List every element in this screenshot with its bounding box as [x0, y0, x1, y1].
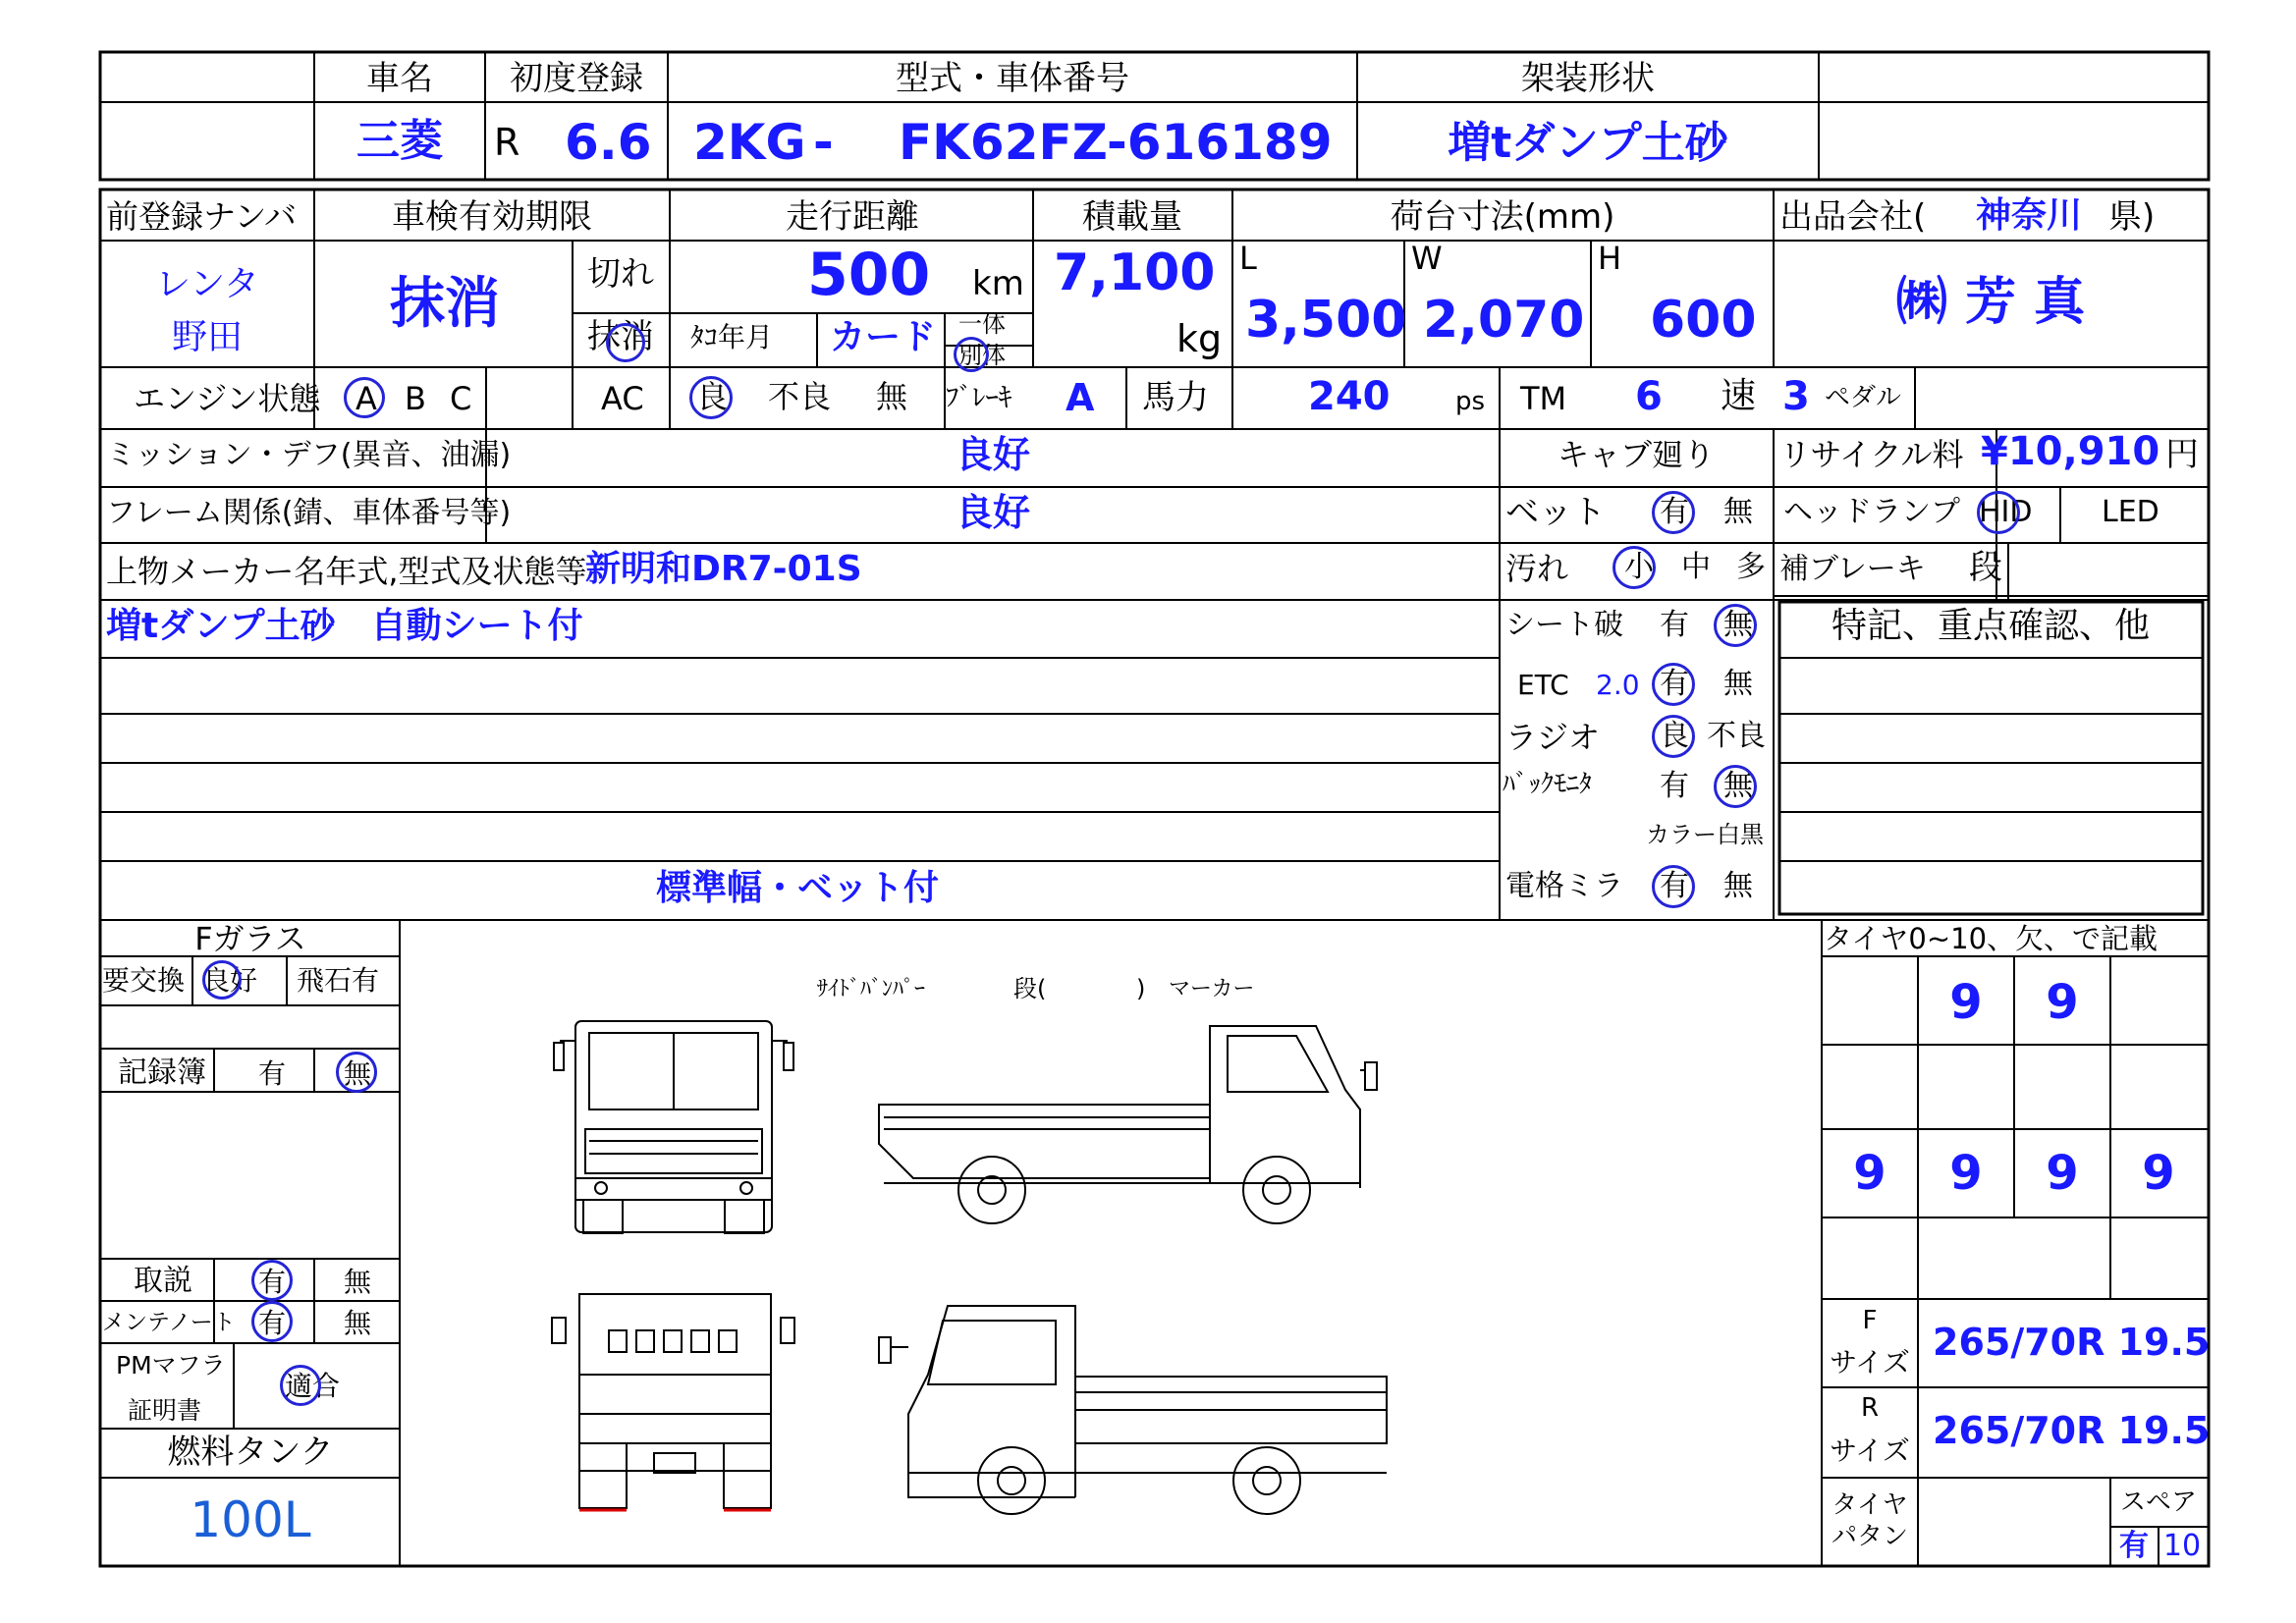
seat-yes: 有 — [1660, 608, 1689, 642]
tire-r-size-label: サイズ — [1830, 1434, 1910, 1467]
mirror-no: 無 — [1723, 869, 1753, 903]
fglass-title: Fガラス — [194, 920, 306, 957]
recycle-label: リサイクル料 — [1779, 436, 1964, 473]
etc-no: 無 — [1723, 667, 1753, 701]
bed-length-value: 3,500 — [1245, 291, 1407, 350]
expired-option: 切れ — [587, 254, 654, 294]
radio-bad: 不良 — [1707, 719, 1766, 753]
load-value: 7,100 — [1054, 243, 1216, 302]
seat-label: シート破 — [1505, 608, 1623, 642]
tacho-label: ﾀｺ年月 — [690, 321, 774, 353]
mileage-value: 500 — [807, 241, 931, 309]
mirror-yes: 有 — [1660, 869, 1689, 903]
tire-front-right: 9 — [2046, 975, 2079, 1030]
inspection-label: 車検有効期限 — [392, 197, 592, 237]
headlamp-hid: HID — [1979, 495, 2033, 529]
ac-none: 無 — [876, 378, 908, 415]
truck-side-view-left — [879, 1306, 1387, 1514]
header-model-chassis-label: 型式・車体番号 — [896, 59, 1129, 98]
mirror-yes-circle-mark — [1652, 865, 1695, 908]
car-name-value: 三菱 — [356, 116, 443, 166]
seat-no: 無 — [1723, 608, 1753, 642]
tire-rear-1: 9 — [1853, 1146, 1886, 1201]
fglass-good-circle-mark — [202, 960, 242, 1000]
headlamp-hid-circle-mark — [1977, 491, 2020, 534]
manual-yes: 有 — [258, 1266, 287, 1298]
note-line-1: 増tダンプ土砂 自動シート付 — [106, 606, 583, 646]
radio-label: ラジオ — [1505, 719, 1601, 756]
mission-label: ミッション・デフ(異音、油漏) — [106, 438, 512, 472]
tire-r-size: 265/70R 19.5 — [1933, 1409, 2211, 1452]
radio-good: 良 — [1660, 719, 1689, 753]
tire-f-label: F — [1862, 1306, 1878, 1335]
maint-yes: 有 — [258, 1307, 287, 1339]
aux-brake-label: 補ブレーキ — [1779, 552, 1926, 586]
bed-length-label: L — [1239, 240, 1257, 277]
tire-f-size-label: サイズ — [1830, 1346, 1910, 1379]
tire-rear-2: 9 — [1949, 1146, 1983, 1201]
maint-yes-circle-mark — [251, 1301, 293, 1342]
radio-good-circle-mark — [1652, 715, 1695, 758]
mileage-label: 走行距離 — [786, 197, 919, 237]
engine-grade-c: C — [450, 380, 472, 417]
record-no-circle-mark — [336, 1052, 377, 1093]
fglass-chip: 飛石有 — [297, 964, 380, 997]
back-monitor-no: 無 — [1723, 769, 1753, 803]
fuel-label: 燃料タンク — [167, 1433, 334, 1472]
dirt-small-circle-mark — [1613, 546, 1656, 589]
bed-dims-label: 荷台寸法(mm) — [1390, 197, 1615, 237]
prev-plate-value-1: レンタ — [155, 264, 259, 304]
cab-title: キャブ廻り — [1557, 436, 1716, 473]
maint-label: メンテノート — [102, 1310, 236, 1335]
ittai-option: 一体 — [958, 310, 1006, 338]
maint-no: 無 — [344, 1307, 372, 1339]
note-bottom: 標準幅・ベット付 — [655, 868, 940, 908]
header-first-reg-label: 初度登録 — [510, 59, 643, 98]
brake-label: ﾌﾞﾚｰｷ — [946, 383, 1012, 413]
betsutai-option: 別体 — [958, 342, 1006, 369]
recycle-unit: 円 — [2165, 435, 2199, 474]
tire-front-left: 9 — [1949, 975, 1983, 1030]
hp-value: 240 — [1308, 374, 1391, 419]
pm-value-circle-mark — [280, 1365, 321, 1406]
tire-title: タイヤ0~10、欠、で記載 — [1823, 922, 2159, 955]
seller-prefix-label: 出品会社( — [1779, 197, 1927, 237]
dirt-medium: 中 — [1681, 550, 1711, 584]
aux-brake-value: 段 — [1969, 548, 2002, 587]
fuel-value: 100L — [190, 1491, 311, 1548]
hp-unit: ps — [1455, 387, 1486, 416]
tire-rear-3: 9 — [2046, 1146, 2079, 1201]
fglass-replace: 要交換 — [102, 964, 186, 997]
load-unit: kg — [1176, 317, 1223, 360]
inspection-value: 抹消 — [390, 272, 500, 336]
step-label: 段( — [1013, 975, 1047, 1002]
prev-plate-value-2: 野田 — [171, 317, 244, 357]
record-label: 記録簿 — [118, 1055, 206, 1090]
seller-suffix-label: 県) — [2108, 197, 2156, 237]
load-label: 積載量 — [1082, 197, 1182, 237]
engine-grade-a: A — [355, 380, 377, 417]
bed-width-value: 2,070 — [1423, 291, 1585, 350]
tire-pattern-label-1: タイヤ — [1831, 1490, 1908, 1520]
ac-label: AC — [601, 380, 644, 417]
tire-f-size: 265/70R 19.5 — [1933, 1321, 2211, 1364]
tire-pattern-label-2: パタン — [1831, 1522, 1909, 1551]
dirt-label: 汚れ — [1505, 550, 1569, 587]
tacho-value: カード — [830, 317, 937, 357]
frame-label: フレーム関係(錆、車体番号等) — [106, 496, 512, 530]
seat-no-circle-mark — [1714, 604, 1757, 647]
chassis-value: FK62FZ-616189 — [899, 114, 1333, 171]
dirt-small: 小 — [1624, 550, 1654, 584]
reg-date-value: 6.6 — [565, 114, 652, 171]
spare-label: スペア — [2119, 1488, 2198, 1517]
betsutai-circle-mark — [954, 337, 989, 372]
frame-value: 良好 — [955, 491, 1031, 534]
bed-label: ベット — [1505, 493, 1606, 532]
seller-prefecture: 神奈川 — [1976, 195, 2083, 236]
mirror-label: 電格ミラ — [1505, 869, 1623, 903]
header-car-name-label: 車名 — [366, 59, 433, 98]
seller-name: ㈱ 芳 真 — [1895, 273, 2086, 332]
bed-height-value: 600 — [1650, 291, 1757, 350]
pm-label-1: PMマフラ — [116, 1351, 226, 1380]
manual-label: 取説 — [134, 1264, 192, 1298]
model-value: 2KG — [693, 114, 806, 171]
body-type-value: 増tダンプ土砂 — [1448, 118, 1728, 168]
hp-label: 馬力 — [1142, 378, 1209, 417]
etc-yes: 有 — [1660, 667, 1689, 701]
spare-value: 10 — [2162, 1529, 2202, 1563]
back-monitor-label: ﾊﾞｯｸﾓﾆﾀ — [1503, 770, 1593, 799]
pm-value: 適合 — [285, 1370, 341, 1402]
engine-grade-circle-mark — [344, 377, 385, 418]
etc-version: 2.0 — [1596, 669, 1640, 701]
pedal-value: 3 — [1782, 374, 1810, 419]
engine-grade-b: B — [405, 380, 426, 417]
tire-r-label: R — [1860, 1393, 1880, 1423]
prev-plate-label: 前登録ナンバ — [106, 197, 298, 236]
header-body-type-label: 架装形状 — [1521, 59, 1655, 98]
mileage-unit: km — [972, 264, 1024, 303]
spare-yes: 有 — [2119, 1529, 2149, 1563]
record-yes: 有 — [258, 1057, 287, 1090]
headlamp-led: LED — [2102, 495, 2159, 529]
fglass-good: 良好 — [202, 964, 258, 997]
upper-body-label: 上物メーカー名年式,型式及状態等 — [106, 553, 587, 590]
cancelled-option: 抹消 — [587, 317, 654, 356]
tm-value: 6 — [1635, 374, 1663, 419]
tire-rear-4: 9 — [2142, 1146, 2175, 1201]
etc-yes-circle-mark — [1652, 663, 1695, 706]
color-value: 白黒 — [1717, 821, 1764, 848]
tm-label: TM — [1520, 380, 1567, 417]
bed-height-label: H — [1598, 240, 1622, 277]
tm-unit: 速 — [1721, 376, 1757, 416]
brake-value: A — [1066, 376, 1095, 419]
pedal-label: ペダル — [1825, 383, 1902, 412]
upper-body-value: 新明和DR7-01S — [585, 549, 862, 589]
bed-width-label: W — [1411, 240, 1443, 277]
ac-good: 良 — [696, 378, 729, 415]
truck-rear-view — [552, 1294, 794, 1508]
manual-yes-circle-mark — [251, 1260, 293, 1301]
step-close: ) — [1136, 975, 1146, 1002]
notes-title: 特記、重点確認、他 — [1831, 606, 2151, 646]
back-monitor-no-circle-mark — [1714, 765, 1757, 808]
cancelled-circle-mark — [606, 323, 645, 362]
manual-no: 無 — [344, 1266, 372, 1298]
engine-label: エンジン状態 — [134, 380, 321, 417]
pm-label-2: 証明書 — [128, 1396, 202, 1425]
etc-label: ETC — [1517, 669, 1569, 701]
dirt-large: 多 — [1736, 550, 1766, 584]
color-label: カラー — [1646, 821, 1717, 848]
truck-front-view — [554, 1021, 793, 1233]
truck-side-view-right — [879, 1026, 1377, 1223]
bed-yes: 有 — [1660, 495, 1689, 529]
side-bumper-label: ｻｲﾄﾞﾊﾞﾝﾊﾟｰ — [817, 977, 926, 1001]
back-monitor-yes: 有 — [1660, 769, 1689, 803]
record-no: 無 — [344, 1057, 372, 1090]
era-value: R — [494, 121, 520, 164]
bed-no: 無 — [1723, 495, 1753, 529]
headlamp-label: ヘッドランプ — [1783, 495, 1960, 529]
ac-good-circle-mark — [689, 376, 733, 419]
recycle-value: ¥10,910 — [1981, 429, 2160, 474]
bed-yes-circle-mark — [1652, 491, 1695, 534]
model-dash: - — [813, 114, 834, 171]
marker-label: マーカー — [1169, 977, 1255, 1001]
mission-value: 良好 — [955, 433, 1031, 476]
ac-bad: 不良 — [768, 378, 832, 415]
